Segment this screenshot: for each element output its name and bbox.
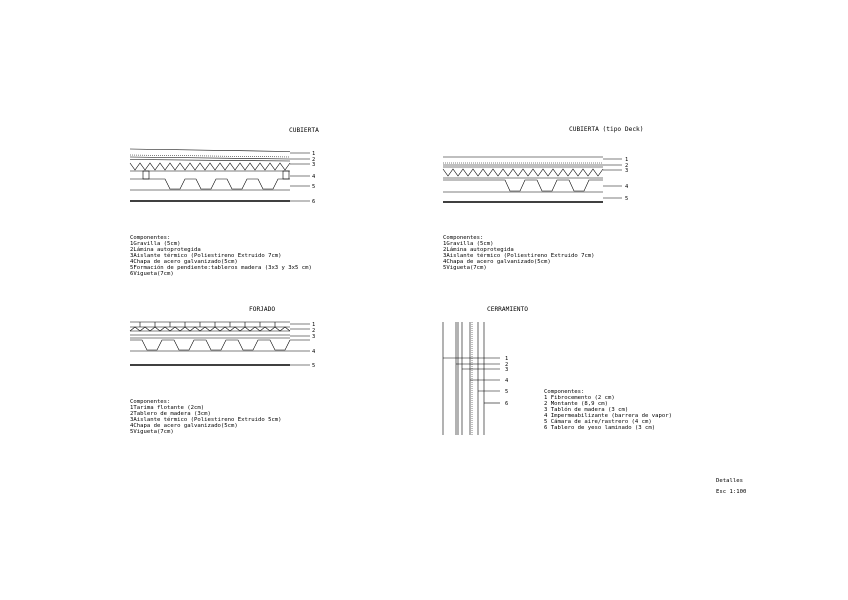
component-item: 4 Impermeabilizante (barrera de vapor) [544,413,672,419]
component-item: 4Chapa de acero galvanizado(5cm) [130,423,238,429]
layer-number: 2 [312,328,316,334]
layer-number: 3 [505,367,509,373]
component-item: 2Tablero de madera (3cm) [130,411,211,417]
component-item: 4Chapa de acero galvanizado(5cm) [443,259,551,265]
steel-deck [443,180,603,191]
layer-number: 2 [505,362,509,368]
layer-number: 3 [312,334,316,340]
component-item: 3Aislante térmico (Poliestireno Extruido 7cm) [130,253,282,259]
component-item: 5Vigueta(7cm) [130,429,174,435]
section-drawing-cubierta [130,149,310,201]
sheet-title: Detalles [716,478,743,484]
components-list [443,235,595,271]
components-heading: Componentes: [130,399,171,405]
layer-number: 6 [505,401,509,407]
slope-board [143,171,149,179]
component-item: 1Gravilla (5cm) [130,241,181,247]
component-item: 5 Cámara de aire/rastrero (4 cm) [544,419,652,425]
detail-title: CERRAMIENTO [487,306,528,313]
component-item: 1 Fibrocemento (2 cm) [544,395,615,401]
layer-number: 2 [625,163,629,169]
component-item: 3Aislante térmico (Poliestireno Extruido 5cm) [130,417,282,423]
layer-number: 1 [312,151,316,157]
layer-line [130,157,290,159]
detail-cubierta [130,127,319,277]
component-item: 2Lámina autoprotegida [443,247,514,253]
steel-deck [130,179,290,189]
component-item: 6 Tablero de yeso laminado (3 cm) [544,425,656,431]
membrane-line [130,160,290,162]
component-item: 1Tarima flotante (2cm) [130,405,205,411]
detail-title: CUBIERTA [289,127,319,134]
component-item: 2 Montante (8,9 cm) [544,401,608,407]
scale-label: Esc 1:100 [716,489,747,495]
layer-number: 5 [312,184,316,190]
layer-number: 2 [312,157,316,163]
insulation-zigzag [130,163,290,170]
layer-number: 3 [625,168,629,174]
layer-number: 1 [625,157,629,163]
layer-number: 6 [312,199,316,205]
components-heading: Componentes: [544,389,585,395]
components-list [544,389,672,431]
components-heading: Componentes: [443,235,484,241]
layer-number: 4 [505,378,509,384]
component-item: 2Lámina autoprotegida [130,247,201,253]
layer-number: 1 [312,322,316,328]
gravel-layer [130,155,290,157]
detail-title: FORJADO [249,306,276,313]
layer-number: 5 [625,196,629,202]
layer-number: 4 [625,184,629,190]
components-heading: Componentes: [130,235,171,241]
layer-number: 4 [312,349,316,355]
layer-number: 4 [312,174,316,180]
component-item: 6Vigueta(7cm) [130,271,174,277]
layer-number: 1 [505,356,509,362]
component-item: 5Vigueta(7cm) [443,265,487,271]
section-drawing-deck [443,157,622,202]
detail-forjado [130,306,315,435]
section-drawing-cerramiento [443,322,500,435]
board-pattern [130,327,290,331]
detail-cubierta-deck [443,126,644,271]
steel-deck [130,340,290,350]
component-item: 5Formación de pendiente:tableros madera (3x3 y 3x5 cm) [130,265,312,271]
components-list [130,399,282,435]
section-drawing-forjado [130,322,310,365]
components-list [130,235,312,277]
component-item: 4Chapa de acero galvanizado(5cm) [130,259,238,265]
insulation-zigzag [443,169,603,176]
component-item: 1Gravilla (5cm) [443,241,494,247]
component-item: 3Aislante térmico (Poliestireno Extruido 7cm) [443,253,595,259]
layer-number: 5 [312,363,316,369]
slope-board [283,171,289,179]
detail-title: CUBIERTA (tipo Deck) [569,126,644,133]
floating-floor-boards [130,322,290,327]
detail-cerramiento [443,306,672,435]
layer-line [130,149,290,152]
layer-number: 5 [505,389,509,395]
layer-number: 3 [312,162,316,168]
component-item: 3 Tablón de madera (3 cm) [544,407,629,413]
